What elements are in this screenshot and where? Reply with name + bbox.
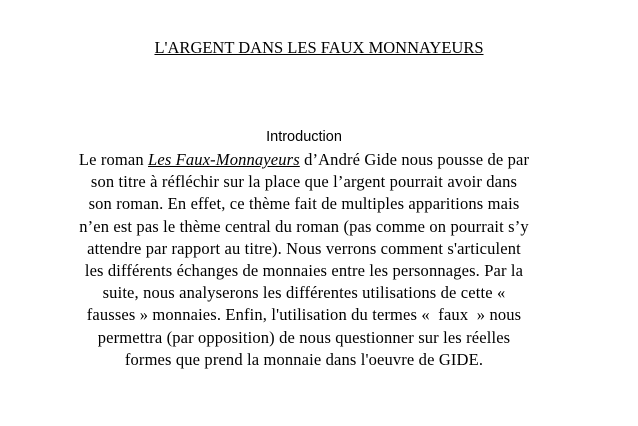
paragraph-line-6: les différents échanges de monnaies entre les personnages. Par la: [84, 261, 524, 281]
first-line-prefix: Le roman: [78, 150, 149, 169]
paragraph-line-8: fausses » monnaies. Enfin, l'utilisation du termes « faux » nous: [86, 305, 522, 325]
paragraph-line-1: [0, 149, 608, 171]
book-title: Les Faux-Monnayeurs: [148, 150, 300, 169]
paragraph-line-7: suite, nous analyserons les différentes utilisations de cette «: [102, 283, 506, 303]
section-heading-introduction: Introduction: [266, 129, 342, 145]
paragraph-line-3: son roman. En effet, ce thème fait de multiples apparitions mais: [88, 194, 520, 214]
paragraph-line-2: son titre à réfléchir sur la place que l’argent pourrait avoir dans: [90, 172, 518, 192]
first-line-suffix: d’André Gide nous pousse de par: [299, 150, 530, 169]
paragraph-line-9: permettra (par opposition) de nous questionner sur les réelles: [97, 327, 511, 347]
document-title: L'ARGENT DANS LES FAUX MONNAYEURS: [154, 38, 484, 57]
introduction-paragraph: [0, 149, 608, 371]
paragraph-line-4: n’en est pas le thème central du roman (pas comme on pourrait s’y: [79, 216, 529, 236]
paragraph-line-5: attendre par rapport au titre). Nous verrons comment s'articulent: [87, 238, 521, 258]
paragraph-line-10: formes que prend la monnaie dans l'oeuvre de GIDE.: [124, 349, 484, 369]
